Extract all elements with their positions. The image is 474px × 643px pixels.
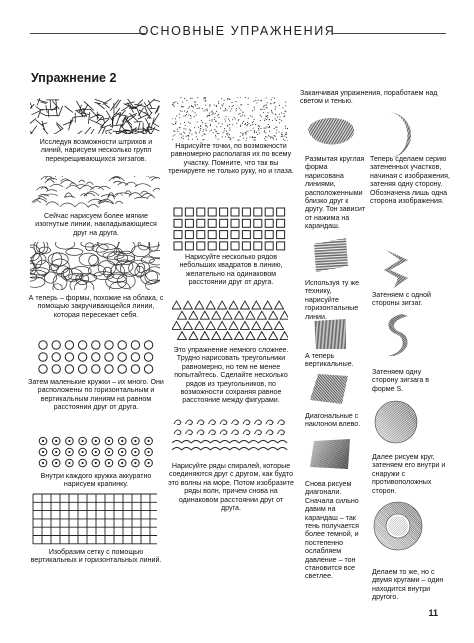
spiral-waves-tile bbox=[172, 415, 288, 457]
shaded-s-tile bbox=[378, 312, 414, 358]
caption-crescent: Теперь сделаем серию затененных участков, начиная с изображения, затеняя одну сторону. Обозначена лишь одна сторона изображения. bbox=[370, 155, 450, 206]
caption-diagonal: Диагональные с наклоном влево. bbox=[305, 412, 361, 429]
diagonal-hatch-tile bbox=[308, 372, 350, 406]
caption-blob: Размытая круглая форма нарисована линиями, расположенными близко друг к другу. Тон зависит от нажима на карандаш. bbox=[305, 155, 366, 231]
caption-dotted-circles: Внутри каждого кружка аккуратно нарисуем крапинку. bbox=[40, 472, 152, 489]
caption-vertical: А теперь вертикальные. bbox=[305, 352, 354, 369]
cloud-loops-tile bbox=[30, 242, 160, 290]
caption-light-shadow: Заканчивая упражнения, поработаем над светом и тенью. bbox=[300, 89, 438, 106]
grid-tile bbox=[32, 493, 158, 545]
dotted-circles-tile bbox=[36, 436, 156, 468]
triangles-tile bbox=[172, 300, 288, 342]
gradient-diagonal-tile bbox=[308, 437, 354, 471]
caption-grid: Изобразим сетку с помощью вертикальных и горизонтальных линий. bbox=[30, 548, 162, 565]
shaded-circle-tile bbox=[372, 398, 420, 446]
curved-lines-tile bbox=[30, 176, 160, 210]
caption-small-circles: Затем маленькие кружки – их много. Они расположены по горизонтальным и вертикальным линиям на равном расстоянии друг от друга. bbox=[28, 378, 164, 412]
vertical-hatch-tile bbox=[310, 317, 350, 351]
caption-cloud-loops: А теперь – формы, похожие на облака, с помощью закручивающейся линии, которая пересекает себя. bbox=[28, 294, 164, 319]
caption-gradient-diagonal: Снова рисуем диагонали. Сначала сильно давим на карандаш – так тень получается более темной, и постепенно ослабляем давление – тон становится все светлее. bbox=[305, 480, 359, 581]
caption-s-shade: Затеняем одну сторону зигзага в форме S. bbox=[372, 368, 430, 393]
header-rule-right bbox=[332, 33, 446, 34]
caption-zigzag: Исследуя возможности штрихов и линий, нарисуем несколько групп перекрещивающихся зигзагов. bbox=[39, 138, 153, 163]
caption-circle-shade: Далее рисуем круг, затеняем его внутри и снаружи с противоположных сторон. bbox=[372, 453, 446, 495]
dots-tile bbox=[172, 97, 288, 141]
page-number: 11 bbox=[428, 608, 438, 618]
shaded-crescent-tile bbox=[362, 110, 414, 160]
caption-dots: Нарисуйте точки, по возможности равномерно располагая их по всему участку. Помните, что так вы тренируете не только руку, но и глаза. bbox=[168, 142, 294, 176]
caption-double-circle: Делаем то же, но с двумя кругами – один находится внутри другого. bbox=[372, 568, 444, 602]
double-circle-tile bbox=[372, 500, 424, 552]
small-squares-tile bbox=[172, 206, 288, 252]
caption-horizontal: Используя ту же технику, нарисуйте горизонтальные линии. bbox=[305, 279, 360, 321]
caption-triangles: Это упражнение немного сложнее. Трудно нарисовать треугольники равномерно, но тем не менее попытайтесь. Сделайте несколько рядов из треугольников, по возможности сохраняя равное расстояние между фигурами. bbox=[173, 346, 289, 405]
shaded-blob-tile bbox=[300, 109, 358, 154]
caption-zigzag-shade: Затеняем с одной стороны зигзаг. bbox=[372, 291, 432, 308]
shaded-zigzag-tile bbox=[378, 248, 414, 290]
header-title: ОСНОВНЫЕ УПРАЖНЕНИЯ bbox=[138, 24, 336, 38]
small-circles-tile bbox=[36, 339, 156, 375]
caption-curved-lines: Сейчас нарисуем более мягкие изогнутые линии, накладывающиеся друг на друга. bbox=[35, 212, 157, 237]
zigzag-hatching-tile bbox=[30, 98, 160, 134]
horizontal-hatch-tile bbox=[310, 236, 350, 274]
caption-small-squares: Нарисуйте несколько рядов небольших квадратов в линию, желательно на одинаковом расстоянии друг от друга. bbox=[179, 253, 283, 287]
section-title: Упражнение 2 bbox=[31, 71, 117, 85]
caption-spiral-waves: Нарисуйте ряды спиралей, которые соединяются друг с другом, как будто это волны на море. Потом изобразите ряды волн, причем снова на одинаковом расстоянии друг от друга. bbox=[168, 462, 294, 513]
